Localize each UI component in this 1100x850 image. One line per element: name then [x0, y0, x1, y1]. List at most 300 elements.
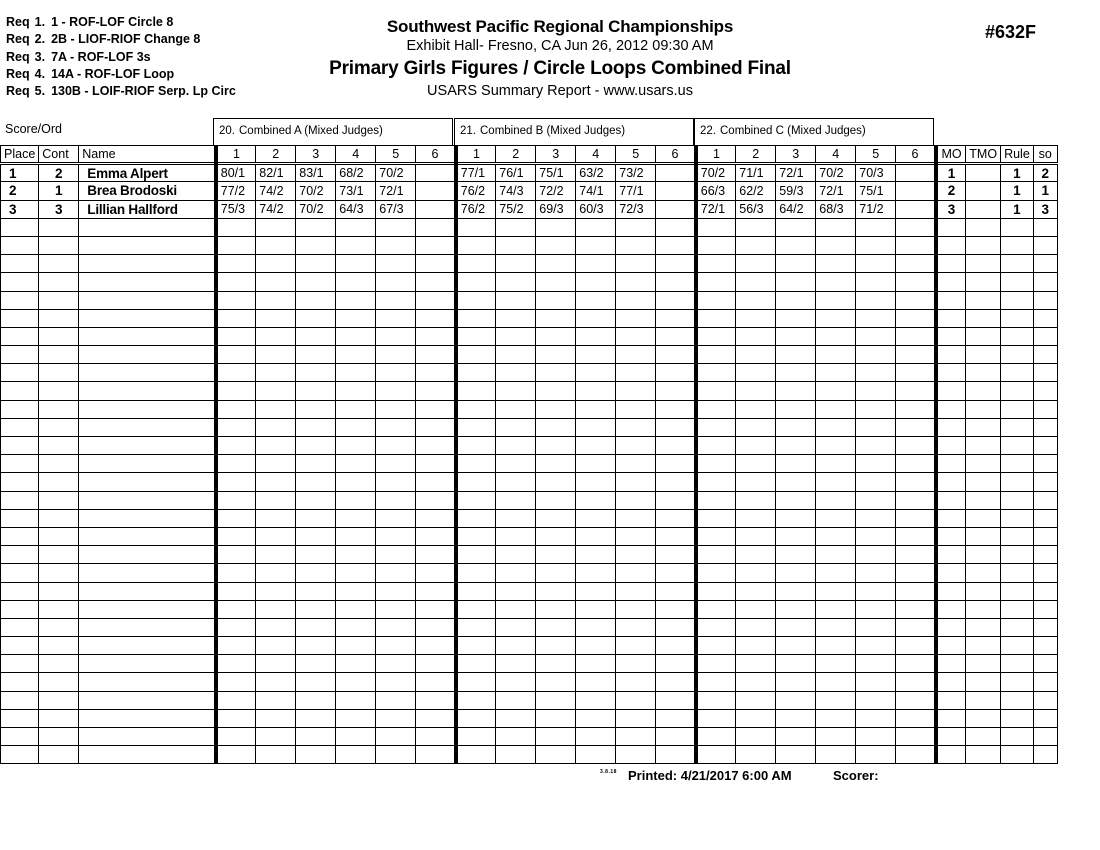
cell-empty [616, 509, 656, 527]
cell-empty [496, 691, 536, 709]
cell-score-3-1: 72/1 [696, 200, 736, 218]
cell-so: 1 [1033, 182, 1057, 200]
cell-empty [1033, 655, 1057, 673]
cell-empty [416, 746, 456, 764]
cell-empty [1033, 273, 1057, 291]
requirement-number: 3. [34, 49, 46, 64]
cell-empty [1, 418, 39, 436]
cell-empty [896, 673, 936, 691]
cell-empty [856, 327, 896, 345]
cell-empty [696, 418, 736, 436]
cell-empty [816, 327, 856, 345]
cell-empty [856, 600, 896, 618]
table-row-empty [1, 728, 1058, 746]
cell-empty [496, 236, 536, 254]
cell-empty [776, 618, 816, 636]
cell-empty [296, 455, 336, 473]
cell-empty [966, 546, 1001, 564]
cell-empty [656, 564, 696, 582]
cell-empty [39, 327, 79, 345]
cell-empty [966, 600, 1001, 618]
cell-empty [456, 473, 496, 491]
cell-empty [1, 527, 39, 545]
cell-cont: 3 [39, 200, 79, 218]
cell-empty [216, 582, 256, 600]
cell-empty [576, 400, 616, 418]
cell-empty [856, 618, 896, 636]
cell-empty [896, 509, 936, 527]
column-header-judge-1-2: 2 [256, 146, 296, 164]
cell-empty [1001, 728, 1034, 746]
cell-empty [496, 546, 536, 564]
cell-empty [39, 382, 79, 400]
cell-empty [496, 437, 536, 455]
cell-empty [1033, 582, 1057, 600]
cell-empty [536, 673, 576, 691]
cell-empty [496, 218, 536, 236]
cell-empty [966, 327, 1001, 345]
cell-empty [256, 746, 296, 764]
cell-empty [256, 218, 296, 236]
cell-empty [856, 309, 896, 327]
group-name: Combined C (Mixed Judges) [720, 125, 866, 137]
event-title: Primary Girls Figures / Circle Loops Combined Final [329, 58, 791, 79]
cell-empty [336, 491, 376, 509]
cell-empty [776, 218, 816, 236]
cell-empty [39, 491, 79, 509]
cell-empty [536, 327, 576, 345]
cell-empty [896, 527, 936, 545]
cell-empty [79, 564, 216, 582]
cell-score-2-1: 76/2 [456, 182, 496, 200]
cell-empty [816, 473, 856, 491]
cell-empty [336, 309, 376, 327]
cell-empty [336, 564, 376, 582]
cell-empty [296, 527, 336, 545]
cell-empty [256, 600, 296, 618]
cell-empty [936, 491, 966, 509]
cell-empty [79, 364, 216, 382]
cell-score-2-5: 77/1 [616, 182, 656, 200]
cell-empty [656, 273, 696, 291]
column-header-judge-2-3: 3 [536, 146, 576, 164]
cell-empty [936, 600, 966, 618]
cell-empty [656, 673, 696, 691]
cell-empty [79, 327, 216, 345]
cell-empty [416, 437, 456, 455]
cell-empty [816, 437, 856, 455]
cell-empty [856, 691, 896, 709]
cell-empty [79, 691, 216, 709]
cell-empty [656, 655, 696, 673]
cell-empty [776, 673, 816, 691]
cell-empty [966, 728, 1001, 746]
cell-empty [376, 364, 416, 382]
cell-empty [576, 309, 616, 327]
cell-so: 2 [1033, 164, 1057, 182]
cell-empty [296, 618, 336, 636]
cell-empty [336, 418, 376, 436]
cell-empty [336, 600, 376, 618]
cell-empty [896, 218, 936, 236]
cell-place: 3 [1, 200, 39, 218]
table-row-empty [1, 309, 1058, 327]
cell-empty [856, 273, 896, 291]
table-row-empty [1, 527, 1058, 545]
requirement-number: 2. [34, 32, 46, 47]
cell-empty [896, 564, 936, 582]
cell-empty [1001, 746, 1034, 764]
cell-empty [1033, 509, 1057, 527]
cell-empty [736, 673, 776, 691]
cell-empty [816, 455, 856, 473]
cell-empty [736, 273, 776, 291]
cell-score-1-4: 64/3 [336, 200, 376, 218]
cell-empty [696, 491, 736, 509]
cell-empty [896, 236, 936, 254]
cell-empty [856, 218, 896, 236]
cell-empty [296, 600, 336, 618]
cell-empty [256, 455, 296, 473]
cell-score-3-2: 71/1 [736, 164, 776, 182]
column-header-judge-3-1: 1 [696, 146, 736, 164]
cell-empty [39, 218, 79, 236]
cell-empty [896, 473, 936, 491]
cell-empty [736, 637, 776, 655]
cell-empty [1, 637, 39, 655]
cell-empty [576, 637, 616, 655]
cell-empty [816, 364, 856, 382]
cell-empty [79, 473, 216, 491]
cell-mo: 3 [936, 200, 966, 218]
cell-empty [736, 746, 776, 764]
column-header-judge-2-2: 2 [496, 146, 536, 164]
cell-empty [656, 437, 696, 455]
cell-empty [936, 655, 966, 673]
table-row-empty [1, 546, 1058, 564]
cell-empty [376, 546, 416, 564]
cell-empty [296, 327, 336, 345]
cell-empty [376, 582, 416, 600]
cell-empty [696, 291, 736, 309]
cell-empty [736, 582, 776, 600]
cell-empty [1001, 346, 1034, 364]
cell-empty [1, 491, 39, 509]
requirement-line [6, 14, 236, 31]
cell-empty [39, 418, 79, 436]
cell-rule: 1 [1001, 200, 1034, 218]
cell-empty [776, 637, 816, 655]
cell-empty [736, 564, 776, 582]
cell-empty [376, 473, 416, 491]
cell-empty [856, 437, 896, 455]
cell-empty [416, 364, 456, 382]
cell-empty [1033, 691, 1057, 709]
cell-empty [376, 455, 416, 473]
cell-empty [496, 746, 536, 764]
cell-score-1-4: 73/1 [336, 182, 376, 200]
cell-empty [496, 455, 536, 473]
cell-empty [416, 291, 456, 309]
requirement-line [6, 31, 236, 48]
cell-score-1-6 [416, 200, 456, 218]
cell-empty [376, 418, 416, 436]
cell-empty [536, 746, 576, 764]
cell-score-3-6 [896, 182, 936, 200]
cell-empty [1033, 637, 1057, 655]
cell-empty [616, 491, 656, 509]
cell-empty [856, 582, 896, 600]
cell-empty [896, 309, 936, 327]
cell-empty [1001, 618, 1034, 636]
cell-empty [256, 364, 296, 382]
cell-empty [576, 236, 616, 254]
cell-empty [1001, 709, 1034, 727]
cell-empty [216, 637, 256, 655]
cell-empty [936, 455, 966, 473]
venue-datetime: Exhibit Hall- Fresno, CA Jun 26, 2012 09:30 AM [406, 38, 714, 54]
cell-rule: 1 [1001, 182, 1034, 200]
cell-score-2-2: 75/2 [496, 200, 536, 218]
table-row-empty [1, 400, 1058, 418]
cell-empty [256, 491, 296, 509]
cell-empty [416, 236, 456, 254]
column-header-so: so [1033, 146, 1057, 164]
cell-empty [496, 527, 536, 545]
cell-empty [376, 327, 416, 345]
cell-score-2-6 [656, 182, 696, 200]
cell-empty [816, 728, 856, 746]
cell-empty [1, 691, 39, 709]
cell-empty [656, 236, 696, 254]
requirement-label: Req [6, 66, 30, 81]
cell-empty [936, 400, 966, 418]
cell-empty [216, 618, 256, 636]
cell-empty [1, 218, 39, 236]
cell-empty [1, 255, 39, 273]
cell-empty [896, 291, 936, 309]
cell-score-1-1: 77/2 [216, 182, 256, 200]
cell-empty [936, 364, 966, 382]
cell-empty [576, 273, 616, 291]
cell-empty [39, 364, 79, 382]
cell-empty [79, 527, 216, 545]
cell-empty [736, 309, 776, 327]
cell-empty [256, 255, 296, 273]
cell-empty [216, 382, 256, 400]
cell-empty [456, 418, 496, 436]
cell-empty [416, 546, 456, 564]
cell-empty [416, 691, 456, 709]
cell-empty [376, 746, 416, 764]
cell-empty [39, 309, 79, 327]
cell-empty [816, 346, 856, 364]
cell-empty [296, 437, 336, 455]
requirement-number: 5. [34, 84, 46, 99]
table-row-empty [1, 236, 1058, 254]
cell-empty [216, 309, 256, 327]
cell-empty [896, 618, 936, 636]
cell-empty [1, 236, 39, 254]
cell-empty [816, 255, 856, 273]
column-header-judge-1-3: 3 [296, 146, 336, 164]
cell-score-1-5: 72/1 [376, 182, 416, 200]
cell-empty [696, 400, 736, 418]
cell-empty [1001, 418, 1034, 436]
cell-empty [1, 273, 39, 291]
cell-empty [616, 346, 656, 364]
cell-empty [496, 637, 536, 655]
cell-empty [776, 382, 816, 400]
cell-score-2-3: 69/3 [536, 200, 576, 218]
cell-empty [296, 255, 336, 273]
requirement-label: Req [6, 84, 30, 99]
cell-empty [456, 673, 496, 691]
cell-empty [216, 673, 256, 691]
cell-empty [1033, 309, 1057, 327]
cell-empty [896, 346, 936, 364]
cell-empty [1001, 582, 1034, 600]
cell-empty [576, 673, 616, 691]
cell-empty [856, 455, 896, 473]
cell-cont: 1 [39, 182, 79, 200]
table-row [1, 182, 1058, 200]
cell-empty [456, 582, 496, 600]
cell-empty [776, 582, 816, 600]
cell-empty [816, 564, 856, 582]
cell-empty [616, 291, 656, 309]
cell-empty [966, 309, 1001, 327]
table-row-empty [1, 437, 1058, 455]
cell-empty [696, 746, 736, 764]
cell-empty [456, 364, 496, 382]
cell-empty [576, 418, 616, 436]
cell-empty [456, 273, 496, 291]
cell-empty [616, 618, 656, 636]
cell-empty [256, 382, 296, 400]
table-row-empty [1, 473, 1058, 491]
cell-empty [966, 382, 1001, 400]
cell-empty [536, 637, 576, 655]
cell-empty [616, 327, 656, 345]
cell-empty [616, 364, 656, 382]
cell-empty [296, 509, 336, 527]
cell-empty [256, 291, 296, 309]
cell-empty [496, 473, 536, 491]
cell-empty [79, 546, 216, 564]
cell-empty [816, 673, 856, 691]
cell-empty [856, 728, 896, 746]
cell-empty [79, 382, 216, 400]
cell-empty [936, 346, 966, 364]
cell-empty [1033, 673, 1057, 691]
cell-empty [656, 309, 696, 327]
cell-empty [336, 673, 376, 691]
cell-empty [896, 728, 936, 746]
cell-empty [79, 418, 216, 436]
cell-empty [496, 382, 536, 400]
cell-empty [856, 673, 896, 691]
cell-empty [966, 473, 1001, 491]
cell-empty [776, 346, 816, 364]
cell-empty [1, 346, 39, 364]
cell-empty [936, 637, 966, 655]
cell-empty [79, 709, 216, 727]
cell-empty [336, 637, 376, 655]
cell-empty [656, 491, 696, 509]
cell-empty [966, 582, 1001, 600]
cell-empty [736, 709, 776, 727]
cell-empty [39, 582, 79, 600]
cell-score-2-2: 76/1 [496, 164, 536, 182]
cell-empty [1001, 473, 1034, 491]
cell-empty [896, 546, 936, 564]
cell-empty [1033, 437, 1057, 455]
cell-empty [456, 746, 496, 764]
cell-mo: 2 [936, 182, 966, 200]
cell-empty [416, 564, 456, 582]
cell-empty [1001, 437, 1034, 455]
cell-empty [256, 709, 296, 727]
cell-empty [39, 509, 79, 527]
cell-empty [616, 218, 656, 236]
cell-empty [39, 618, 79, 636]
table-row-empty [1, 255, 1058, 273]
table-row-empty [1, 637, 1058, 655]
cell-empty [216, 346, 256, 364]
table-row-empty [1, 364, 1058, 382]
cell-empty [656, 728, 696, 746]
cell-empty [79, 346, 216, 364]
cell-empty [856, 527, 896, 545]
cell-empty [376, 255, 416, 273]
cell-empty [39, 346, 79, 364]
requirement-label: Req [6, 49, 30, 64]
cell-empty [656, 509, 696, 527]
cell-empty [896, 655, 936, 673]
cell-empty [216, 655, 256, 673]
cell-empty [736, 346, 776, 364]
cell-empty [966, 236, 1001, 254]
cell-empty [536, 473, 576, 491]
cell-empty [816, 291, 856, 309]
cell-empty [966, 400, 1001, 418]
cell-empty [736, 382, 776, 400]
cell-empty [656, 582, 696, 600]
cell-empty [656, 364, 696, 382]
cell-empty [1001, 400, 1034, 418]
table-row-empty [1, 491, 1058, 509]
cell-empty [456, 382, 496, 400]
table-row-empty [1, 618, 1058, 636]
cell-empty [79, 746, 216, 764]
cell-empty [1001, 491, 1034, 509]
cell-empty [536, 255, 576, 273]
cell-empty [936, 291, 966, 309]
organization-line: USARS Summary Report - www.usars.us [427, 83, 693, 99]
table-row-empty [1, 455, 1058, 473]
cell-score-1-2: 82/1 [256, 164, 296, 182]
cell-empty [1, 473, 39, 491]
cell-tmo [966, 164, 1001, 182]
cell-empty [816, 236, 856, 254]
cell-empty [936, 473, 966, 491]
group-number: 20. [219, 125, 235, 137]
cell-empty [376, 600, 416, 618]
cell-empty [576, 655, 616, 673]
cell-empty [536, 418, 576, 436]
column-header-judge-2-4: 4 [576, 146, 616, 164]
